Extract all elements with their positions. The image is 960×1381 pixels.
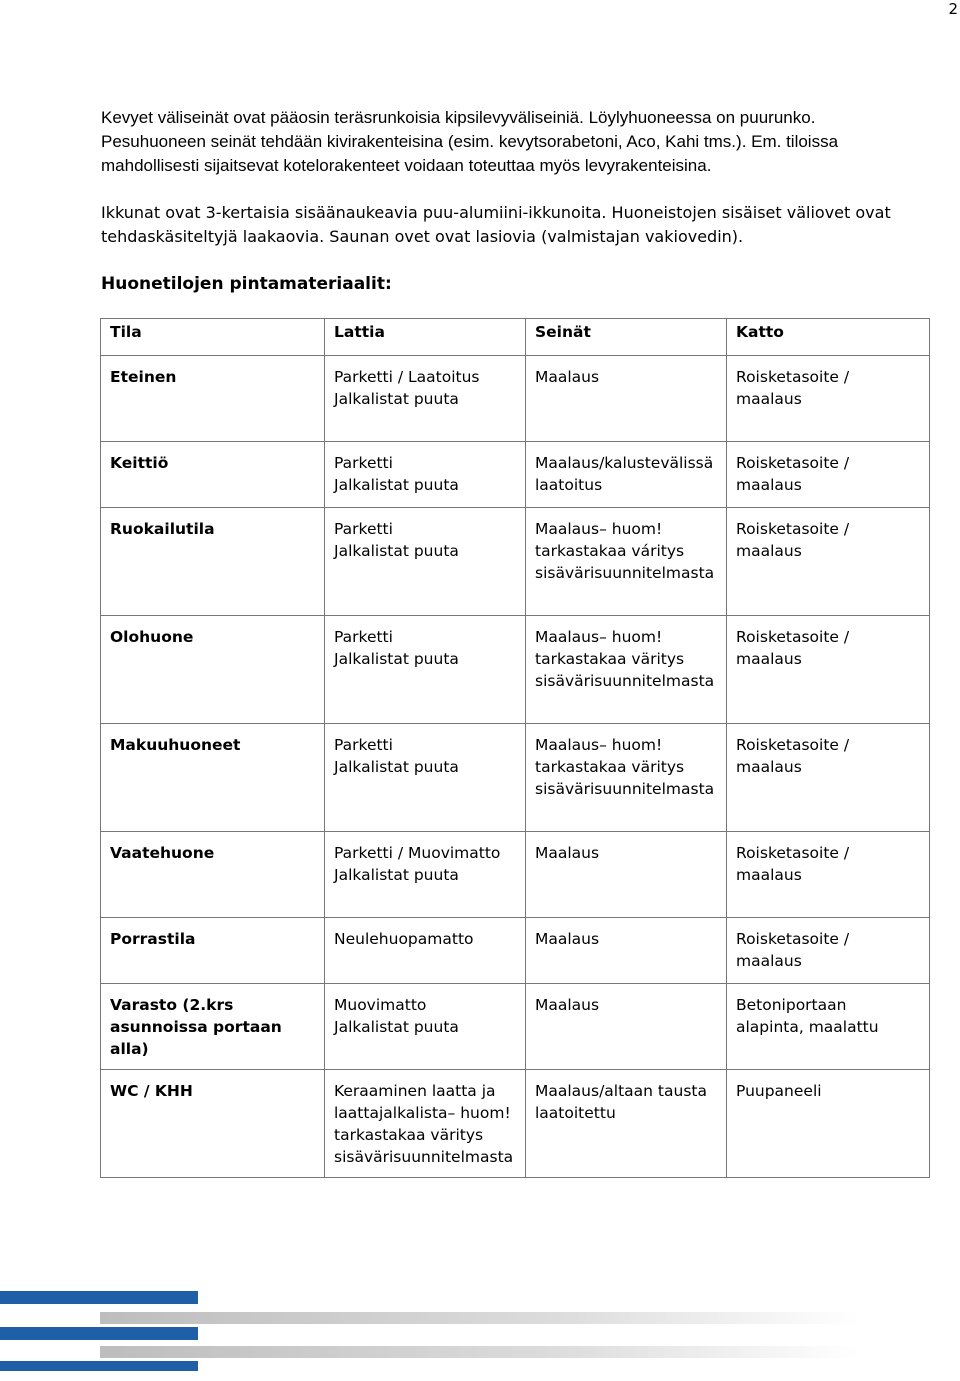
cell-line: maalaus xyxy=(736,952,802,970)
cell-ceiling xyxy=(727,832,930,918)
cell-line: maalaus xyxy=(736,758,802,776)
cell-line: Vaatehuone xyxy=(110,844,215,862)
cell-line: Parketti xyxy=(334,520,393,538)
cell-line: Parketti / Laatoitus xyxy=(334,368,480,386)
cell-line: tarkastakaa väritys xyxy=(535,650,685,668)
table-header-row xyxy=(101,319,930,356)
cell-line: Maalaus xyxy=(535,930,600,948)
footer-blue-bar xyxy=(0,1327,198,1340)
footer-gray-bar xyxy=(100,1312,860,1324)
cell-line: Jalkalistat puuta xyxy=(334,650,459,668)
page-number: 2 xyxy=(948,0,958,18)
paragraph-line: Kevyet väliseinät ovat pääosin teräsrunkoisia kipsilevyväliseiniä. Löylyhuoneessa on puurunko. xyxy=(101,108,816,127)
table-row xyxy=(101,724,930,832)
cell-line: Puupaneeli xyxy=(736,1082,822,1100)
cell-line: Jalkalistat puuta xyxy=(334,476,459,494)
table-row xyxy=(101,616,930,724)
cell-walls xyxy=(526,832,727,918)
table-row xyxy=(101,442,930,508)
table-row xyxy=(101,1070,930,1178)
cell-line: maalaus xyxy=(736,542,802,560)
cell-ceiling xyxy=(727,356,930,442)
paragraph-line: tehdaskäsiteltyjä laakaovia. Saunan ovet ovat lasiovia (valmistajan vakiovedin). xyxy=(101,227,744,246)
cell-line: sisävärisuunnitelmasta xyxy=(334,1148,514,1166)
section-title: Huonetilojen pintamateriaalit: xyxy=(101,274,392,294)
cell-line: maalaus xyxy=(736,866,802,884)
cell-line: Roisketasoite / xyxy=(736,520,850,538)
paragraph-line: Ikkunat ovat 3-kertaisia sisäänaukeavia puu-alumiini-ikkunoita. Huoneistojen sisäiset väliovet ovat xyxy=(101,203,891,222)
document-body xyxy=(101,106,951,296)
cell-line: Muovimatto xyxy=(334,996,427,1014)
cell-walls xyxy=(526,984,727,1070)
cell-line: Eteinen xyxy=(110,368,177,386)
table-row xyxy=(101,918,930,984)
cell-line: Varasto (2.krs xyxy=(110,996,234,1014)
cell-walls xyxy=(526,616,727,724)
cell-walls xyxy=(526,508,727,616)
cell-room xyxy=(101,918,325,984)
cell-line: Neulehuopamatto xyxy=(334,930,474,948)
footer-blue-bar xyxy=(0,1291,198,1304)
cell-line: Roisketasoite / xyxy=(736,844,850,862)
cell-walls xyxy=(526,724,727,832)
cell-line: tarkastakaa väritys xyxy=(535,758,685,776)
cell-line: Parketti / Muovimatto xyxy=(334,844,501,862)
table-row xyxy=(101,984,930,1070)
cell-line: Roisketasoite / xyxy=(736,368,850,386)
table-row xyxy=(101,508,930,616)
cell-line: Parketti xyxy=(334,628,393,646)
cell-line: Parketti xyxy=(334,454,393,472)
cell-line: Maalaus xyxy=(535,368,600,386)
cell-line: Jalkalistat puuta xyxy=(334,1018,459,1036)
cell-line: maalaus xyxy=(736,390,802,408)
cell-line: Maalaus– huom! xyxy=(535,736,663,754)
cell-room xyxy=(101,356,325,442)
cell-line: Maalaus xyxy=(535,996,600,1014)
cell-room xyxy=(101,724,325,832)
header-cell-room: Tila xyxy=(101,319,325,356)
cell-walls xyxy=(526,356,727,442)
surface-materials-table xyxy=(100,318,930,1178)
cell-line: Jalkalistat puuta xyxy=(334,542,459,560)
cell-line: alla) xyxy=(110,1040,149,1058)
cell-ceiling xyxy=(727,724,930,832)
cell-line: asunnoissa portaan xyxy=(110,1018,282,1036)
cell-line: Makuuhuoneet xyxy=(110,736,241,754)
cell-line: Maalaus/altaan tausta xyxy=(535,1082,707,1100)
cell-line: sisävärisuunnitelmasta xyxy=(535,780,715,798)
header-cell-floor: Lattia xyxy=(325,319,526,356)
footer-gray-bar xyxy=(100,1346,860,1358)
cell-line: WC / KHH xyxy=(110,1082,193,1100)
cell-line: Keraaminen laatta ja xyxy=(334,1082,496,1100)
paragraph-walls xyxy=(101,106,951,178)
cell-line: maalaus xyxy=(736,476,802,494)
cell-floor xyxy=(325,356,526,442)
cell-walls xyxy=(526,918,727,984)
paragraph-windows-doors xyxy=(101,201,951,249)
cell-line: Roisketasoite / xyxy=(736,628,850,646)
cell-walls xyxy=(526,442,727,508)
cell-line: Jalkalistat puuta xyxy=(334,866,459,884)
cell-room xyxy=(101,1070,325,1178)
cell-line: Betoniportaan xyxy=(736,996,847,1014)
cell-line: Jalkalistat puuta xyxy=(334,390,459,408)
cell-line: Roisketasoite / xyxy=(736,930,850,948)
cell-room xyxy=(101,508,325,616)
cell-line: Jalkalistat puuta xyxy=(334,758,459,776)
cell-line: sisävärisuunnitelmasta xyxy=(535,564,715,582)
cell-floor xyxy=(325,508,526,616)
cell-line: Parketti xyxy=(334,736,393,754)
cell-room xyxy=(101,832,325,918)
cell-line: Ruokailutila xyxy=(110,520,215,538)
cell-line: laatoitus xyxy=(535,476,603,494)
cell-floor xyxy=(325,832,526,918)
cell-line: sisävärisuunnitelmasta xyxy=(535,672,715,690)
cell-line: Maalaus xyxy=(535,844,600,862)
cell-ceiling xyxy=(727,616,930,724)
cell-line: tarkastakaa váritys xyxy=(535,542,685,560)
cell-room xyxy=(101,616,325,724)
cell-line: laatoitettu xyxy=(535,1104,616,1122)
cell-line: Olohuone xyxy=(110,628,194,646)
cell-floor xyxy=(325,442,526,508)
cell-floor xyxy=(325,918,526,984)
cell-room xyxy=(101,442,325,508)
cell-line: Roisketasoite / xyxy=(736,454,850,472)
cell-line: laattajalkalista– huom! xyxy=(334,1104,511,1122)
cell-room xyxy=(101,984,325,1070)
cell-floor xyxy=(325,984,526,1070)
cell-ceiling xyxy=(727,442,930,508)
cell-line: Roisketasoite / xyxy=(736,736,850,754)
header-cell-ceiling: Katto xyxy=(727,319,930,356)
paragraph-line: Pesuhuoneen seinät tehdään kivirakenteisina (esim. kevytsorabetoni, Aco, Kahi tms.). Em. tiloissa xyxy=(101,132,839,151)
footer-decoration xyxy=(0,1291,960,1371)
cell-ceiling xyxy=(727,918,930,984)
footer-blue-bar xyxy=(0,1361,198,1371)
cell-line: maalaus xyxy=(736,650,802,668)
table-row xyxy=(101,356,930,442)
cell-line: Porrastila xyxy=(110,930,196,948)
cell-line: Maalaus– huom! xyxy=(535,628,663,646)
cell-line: Keittiö xyxy=(110,454,169,472)
cell-ceiling xyxy=(727,508,930,616)
header-cell-walls: Seinät xyxy=(526,319,727,356)
cell-ceiling xyxy=(727,1070,930,1178)
cell-ceiling xyxy=(727,984,930,1070)
cell-line: Maalaus/kalustevälissä xyxy=(535,454,714,472)
cell-floor xyxy=(325,724,526,832)
cell-line: tarkastakaa väritys xyxy=(334,1126,484,1144)
table-row xyxy=(101,832,930,918)
cell-line: alapinta, maalattu xyxy=(736,1018,879,1036)
paragraph-line: mahdollisesti sijaitsevat kotelorakenteet voidaan toteuttaa myös levyrakenteisina. xyxy=(101,156,712,175)
table-body xyxy=(101,319,930,1178)
cell-floor xyxy=(325,1070,526,1178)
cell-floor xyxy=(325,616,526,724)
cell-line: Maalaus– huom! xyxy=(535,520,663,538)
cell-walls xyxy=(526,1070,727,1178)
